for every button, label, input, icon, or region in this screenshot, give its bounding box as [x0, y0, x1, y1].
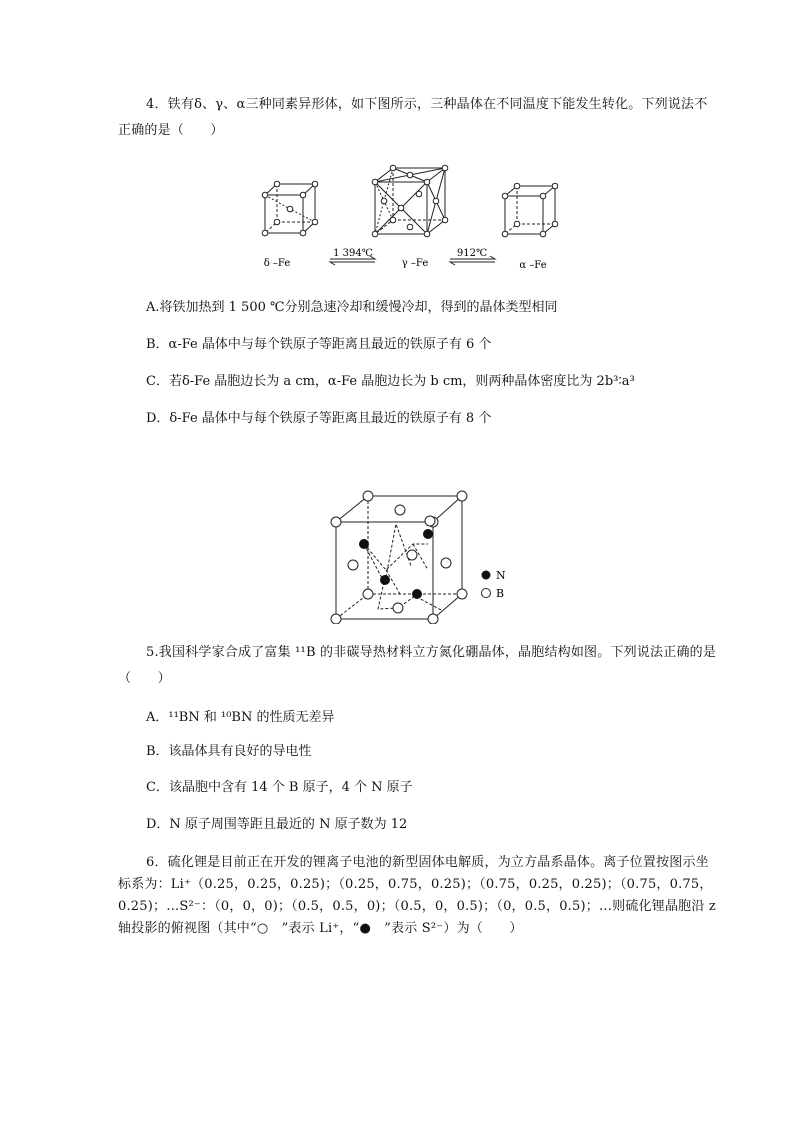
legend-b-symbol: [482, 589, 491, 598]
gamma-fe-label: γ –Fe: [401, 258, 429, 269]
q5-figure: [318, 484, 518, 624]
delta-fe-label: δ –Fe: [263, 258, 291, 269]
q4-stem: 4．铁有δ、γ、α三种同素异形体，如下图所示，三种晶体在不同温度下能发生转化。下列说法不正确的是（ ）: [118, 97, 708, 138]
legend-b-label: B: [496, 587, 505, 600]
q5-option-b: B．该晶体具有良好的导电性: [146, 744, 312, 759]
q4-figure: [255, 162, 565, 274]
legend-n-label: N: [496, 569, 506, 582]
q5-option-a: A．¹¹BN 和 ¹⁰BN 的性质无差异: [146, 710, 335, 725]
legend-n-symbol: [482, 571, 491, 580]
q6-stem: 6．硫化锂是目前正在开发的锂离子电池的新型固体电解质，为立方晶系晶体。离子位置按图示坐标系为：Li⁺（0.25，0.25，0.25)；（0.25，0.75，0.25)；（0.75，0.25，0.25)；（0.75，0.75，0.25)；…S²⁻：（0，0，0)；（0.5，0.5，0)；（0.5，0，0.5)；（0，0.5，0.5)；…则硫化锂晶胞沿 z 轴投影的俯视图（其中“○ ”表示 Li⁺，“● ”表示 S²⁻）为（ ）: [118, 855, 716, 936]
q5-stem: 5.我国科学家合成了富集 ¹¹B 的非碳导热材料立方氮化硼晶体，晶胞结构如图。下列说法正确的是（ ）: [118, 645, 717, 686]
alpha-fe-cell: [505, 186, 555, 234]
q4-option-a: A.将铁加热到 1 500 ℃分别急速冷却和缓慢冷却，得到的晶体类型相同: [146, 300, 558, 315]
q4-option-c: C．若δ-Fe 晶胞边长为 a cm，α-Fe 晶胞边长为 b cm，则两种晶体密度比为 2b³∶a³: [146, 374, 635, 389]
q4-option-b: B．α-Fe 晶体中与每个铁原子等距离且最近的铁原子有 6 个: [146, 337, 492, 352]
q5-option-c: C．该晶胞中含有 14 个 B 原子，4 个 N 原子: [146, 780, 413, 795]
q4-option-d: D．δ-Fe 晶体中与每个铁原子等距离且最近的铁原子有 8 个: [146, 411, 492, 426]
nitrogen-atoms: [359, 529, 433, 599]
alpha-fe-label: α –Fe: [519, 260, 547, 271]
temp-1394: 1 394℃: [333, 248, 373, 259]
q5-option-d: D．N 原子周围等距且最近的 N 原子数为 12: [146, 817, 408, 832]
temp-912: 912℃: [456, 248, 488, 259]
